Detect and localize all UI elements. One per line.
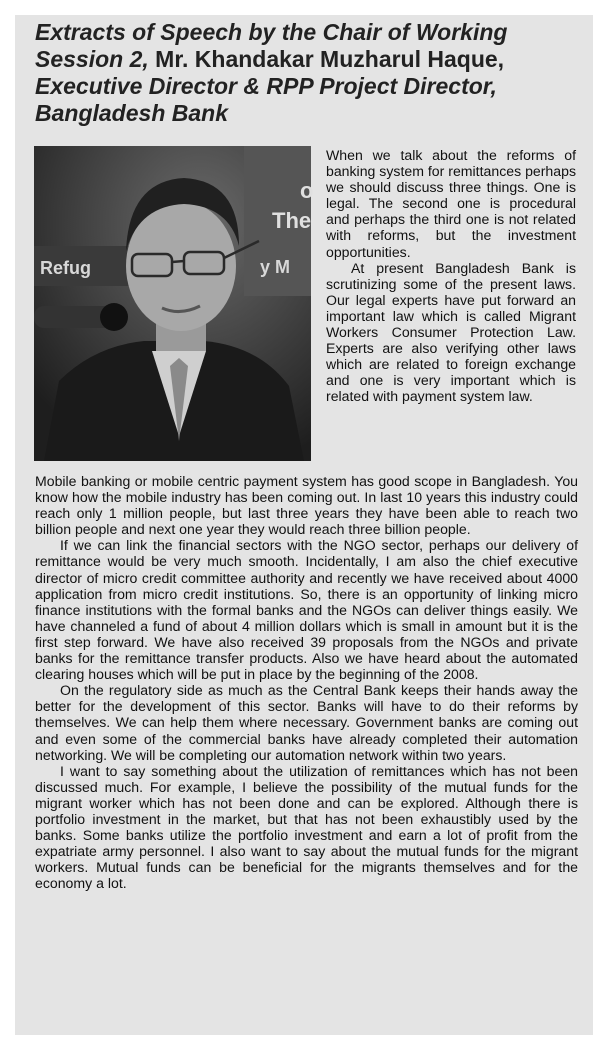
article-page — [15, 15, 593, 1035]
speaker-name: Mr. Khandakar Muzharul Haque, — [155, 46, 505, 72]
banner-text-refug: Refug — [40, 258, 91, 278]
article-title — [35, 19, 580, 127]
body-text — [35, 473, 578, 891]
paragraph: If we can link the financial sectors with the NGO sector, perhaps our delivery of remittance would be very much smooth. Incidentally, I am also the chief executive director of micro credit committee authority and recently we have received about 4000 application from micro credit institutions. So, there is an opportunity of linking micro finance institutions with the formal banks and the NGOs can deliver things easily. We have channeled a fund of about 4 million dollars which is small in amount but it is the first step forward. We have also received 39 proposals from the NGOs and private banks for the remittance transfer products. Also we have heard about the automated clearing houses which will be put in place by the beginning of the 2008. — [35, 537, 578, 683]
banner-text-o: o — [300, 178, 314, 203]
title-prefix: Extracts of Speech by the Chair of Working Session 2, — [35, 19, 508, 72]
banner-text-ym: y M — [260, 257, 291, 277]
paragraph: On the regulatory side as much as the Central Bank keeps their hands away the better for the development of this sector. Banks will have to do their reforms by themselves. We can help them where necessary. Government banks are coming out and even some of the commercial banks have already completed their automation networking. We will be completing our automation network within two years. — [35, 682, 578, 763]
paragraph: I want to say something about the utilization of remittances which has not been discussed much. For example, I believe the possibility of the mutual funds for the migrant worker which has not been done and can be explored. Although there is portfolio investment in the market, but that has not been exhaustibly used by the banks. Some banks utilize the portfolio investment and earn a lot of profit from the expatriate army personnel. I also want to say about the mutual funds for the migrant workers. Mutual funds can be beneficial for the migrants themselves and for the economy a lot. — [35, 762, 578, 892]
speaker-photo — [34, 146, 314, 461]
banner-text-the: The — [272, 208, 312, 233]
speaker-photo-image — [34, 146, 314, 461]
paragraph: When we talk about the reforms of banking system for remittances perhaps we should discuss three things. One is legal. The second one is procedural and perhaps the third one is not related with reforms, but the investment opportunities. — [326, 147, 576, 260]
paragraph: Mobile banking or mobile centric payment system has good scope in Bangladesh. You know how the mobile industry has been coming out. In last 10 years this industry could reach only 1 million people, but last three years they have been able to reach two billion people and next one year they would reach three billion people. — [35, 473, 578, 538]
paragraph: At present Bangladesh Bank is scrutinizing some of the present laws. Our legal experts have put forward an important law which is called Migrant Workers Consumer Protection Law. Experts are also verifying other laws which are related to foreign exchange and one is very important which is related with payment system law. — [326, 259, 576, 405]
title-suffix: Executive Director & RPP Project Director, Bangladesh Bank — [35, 73, 497, 126]
column-text — [326, 147, 576, 405]
